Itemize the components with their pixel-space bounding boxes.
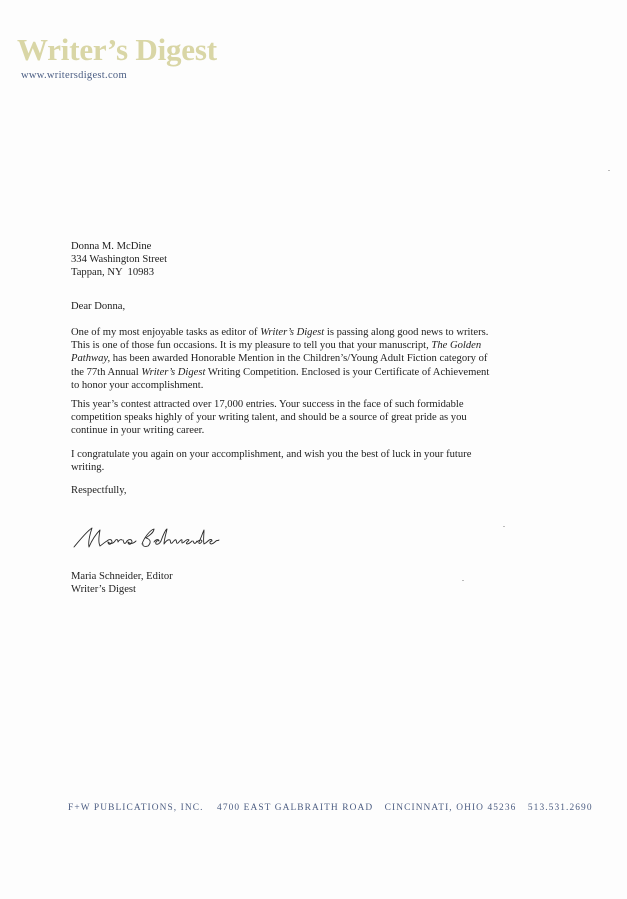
paragraph-1-text xyxy=(71,326,491,392)
paragraph-3 xyxy=(71,448,491,474)
letterhead-footer xyxy=(68,803,608,813)
paragraph-2-text: This year’s contest attracted over 17,000 entries. Your success in the face of such formidable competition speaks highly of your writing talent, and should be a source of great pride as you continue in your writing career. xyxy=(71,399,467,437)
paragraph-1 xyxy=(71,326,491,392)
paragraph-2 xyxy=(71,398,491,438)
salutation-text: Dear Donna, xyxy=(71,301,126,312)
p1-segment: has been awarded Honorable Mention in the Children’s/Young Adult Fiction category of the 77th Annual xyxy=(71,353,488,378)
footer-company: F+W PUBLICATIONS, INC. xyxy=(68,803,204,813)
p1-manuscript-title: The Golden Pathway, xyxy=(71,340,482,365)
footer-phone: 513.531.2690 xyxy=(527,803,593,813)
p1-segment: Writing Competition. Enclosed is your Certificate of Achievement to honor your accomplishment. xyxy=(71,366,490,391)
recipient-name: Donna M. McDine xyxy=(71,241,152,252)
footer-address: 4700 EAST GALBRAITH ROAD xyxy=(217,803,374,813)
footer-city: CINCINNATI, OHIO 45236 xyxy=(384,803,517,813)
scan-speck xyxy=(608,170,610,171)
recipient-city: Tappan, NY 10983 xyxy=(71,267,155,279)
recipient-address xyxy=(71,240,491,280)
p1-magazine-title: Writer’s Digest xyxy=(260,327,325,338)
scan-speck xyxy=(462,580,464,581)
website-url: www.writersdigest.com xyxy=(21,70,127,81)
scan-speck xyxy=(503,526,505,527)
p1-magazine-title: Writer’s Digest xyxy=(141,366,206,378)
p1-segment: One of my most enjoyable tasks as editor of xyxy=(71,327,261,338)
p1-segment: is passing along good news to writers. This is one of those fun occasions. It is my pleasure to tell you that your manuscript, xyxy=(71,327,489,352)
signer-block xyxy=(71,570,491,596)
writers-digest-logo: Writer’s Digest xyxy=(17,32,217,67)
recipient-street: 334 Washington Street xyxy=(71,254,168,266)
handwritten-signature xyxy=(70,520,220,556)
salutation xyxy=(71,300,491,313)
signer-name-title: Maria Schneider, Editor xyxy=(71,571,173,582)
signer-organization: Writer’s Digest xyxy=(71,584,136,596)
closing xyxy=(71,484,491,497)
paragraph-3-text: I congratulate you again on your accomplishment, and wish you the best of luck in your future writing. xyxy=(71,449,472,474)
closing-text: Respectfully, xyxy=(71,485,127,496)
